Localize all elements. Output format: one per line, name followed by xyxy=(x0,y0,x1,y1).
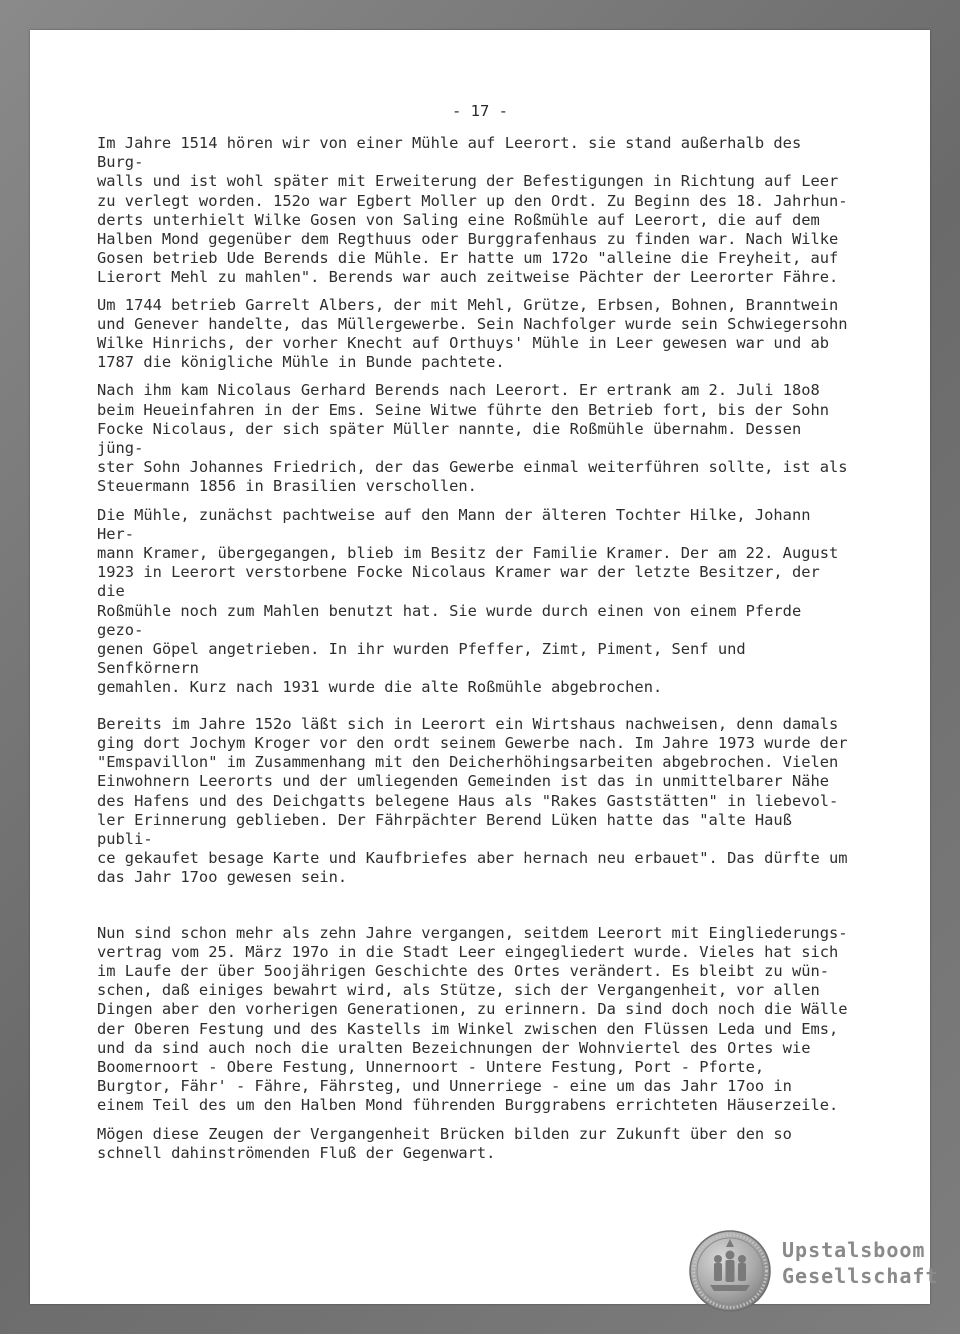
upstalsboom-logo xyxy=(688,1229,939,1315)
paragraph-eingliederung: Nun sind schon mehr als zehn Jahre vergangen, seitdem Leerort mit Eingliederungs- vertrag vom 25. März 197o in die Stadt Leer eingegliedert wurde. Vieles hat sich im Laufe der über 5oojährigen Geschichte des Ortes verändert. Es bleibt zu wün- schen, daß einiges bewahrt wird, als Stütze, sich der Vergangenheit, vor allen Dingen aber den vorherigen Generationen, zu erinnern. Da sind doch noch die Wälle der Oberen Festung und des Kastells im Winkel zwischen den Flüssen Leda und Ems, und da sind auch noch die uralten Bezeichnungen der Wohnviertel des Ortes wie Boomernoort - Obere Festung, Unnernoort - Untere Festung, Port - Pforte, Burgtor, Fähr' - Fähre, Fährsteg, und Unnerriege - eine um das Jahr 17oo in einem Teil des um den Halben Mond führenden Burggrabens errichteten Häuserzeile. xyxy=(97,923,848,1115)
body-text xyxy=(97,134,852,1163)
page-number: - 17 - xyxy=(452,102,508,120)
logo-wordmark xyxy=(782,1237,939,1289)
document-page xyxy=(30,30,930,1304)
upstalsboom-seal-icon xyxy=(688,1229,772,1313)
paragraph-nicolaus-berends: Nach ihm kam Nicolaus Gerhard Berends nach Leerort. Er ertrank am 2. Juli 18o8 beim Heueinfahren in der Ems. Seine Witwe führte den Betrieb fort, bis der Sohn Focke Nicolaus, der sich später Müller nannte, die Roßmühle übernahm. Dessen jüng- ster Sohn Johannes Friedrich, der das Gewerbe einmal weiterführen sollte, ist als Steuermann 1856 in Brasilien verschollen. xyxy=(97,381,848,496)
paragraph-muehle-1514: Im Jahre 1514 hören wir von einer Mühle auf Leerort. sie stand außerhalb des Burg- walls und ist wohl später mit Erweiterung der Befestigungen in Richtung auf Leer zu verlegt worden. 152o war Egbert Moller up den Ordt. Zu Beginn des 18. Jahrhun- derts unterhielt Wilke Gosen von Saling eine Roßmühle auf Leerort, die auf dem Halben Mond gegenüber dem Regthuus oder Burggrafenhaus zu finden war. Nach Wilke Gosen betrieb Ude Berends die Mühle. Er hatte um 172o "alleine die Freyheit, auf Lierort Mehl zu mahlen". Berends war auch zeitweise Pächter der Leerorter Fähre. xyxy=(97,134,848,287)
paragraph-closing: Mögen diese Zeugen der Vergangenheit Brücken bilden zur Zukunft über den so schnell dahinströmenden Fluß der Gegenwart. xyxy=(97,1124,792,1162)
logo-line-1: Upstalsboom xyxy=(782,1238,926,1262)
logo-line-2: Gesellschaft xyxy=(782,1264,939,1288)
paragraph-familie-kramer: Die Mühle, zunächst pachtweise auf den Mann der älteren Tochter Hilke, Johann Her- mann Kramer, übergegangen, blieb im Besitz der Familie Kramer. Der am 22. August 1923 in Leerort verstorbene Focke Nicolaus Kramer war der letzte Besitzer, der die Roßmühle noch zum Mahlen benutzt hat. Sie wurde durch einen von einem Pferde gezo- genen Göpel angetrieben. In ihr wurden Pfeffer, Zimt, Piment, Senf und Senfkörnern gemahlen. Kurz nach 1931 wurde die alte Roßmühle abgebrochen. xyxy=(97,505,839,697)
paragraph-wirtshaus: Bereits im Jahre 152o läßt sich in Leerort ein Wirtshaus nachweisen, denn damals ging dort Jochym Kroger vor den ordt seinem Gewerbe nach. Im Jahre 1973 wurde der "Emspavillon" im Zusammenhang mit den Deicherhöhingsarbeiten abgebrochen. Vielen Einwohnern Leerorts und der umliegenden Gemeinden ist das in unmittelbarer Nähe des Hafens und des Deichgatts belegene Haus als "Rakes Gaststätten" in liebevol- ler Erinnerung geblieben. Der Fährpächter Berend Lüken hatte das "alte Hauß publi- ce gekaufet besage Karte und Kaufbriefes aber hernach neu erbauet". Das dürfte um das Jahr 17oo gewesen sein. xyxy=(97,714,848,887)
paragraph-garrelt-albers: Um 1744 betrieb Garrelt Albers, der mit Mehl, Grütze, Erbsen, Bohnen, Branntwein und Genever handelte, das Müllergewerbe. Sein Nachfolger wurde sein Schwiegersohn Wilke Hinrichs, der vorher Knecht auf Orthuys' Mühle in Leer gewesen war und ab 1787 die königliche Mühle in Bunde pachtete. xyxy=(97,295,848,372)
